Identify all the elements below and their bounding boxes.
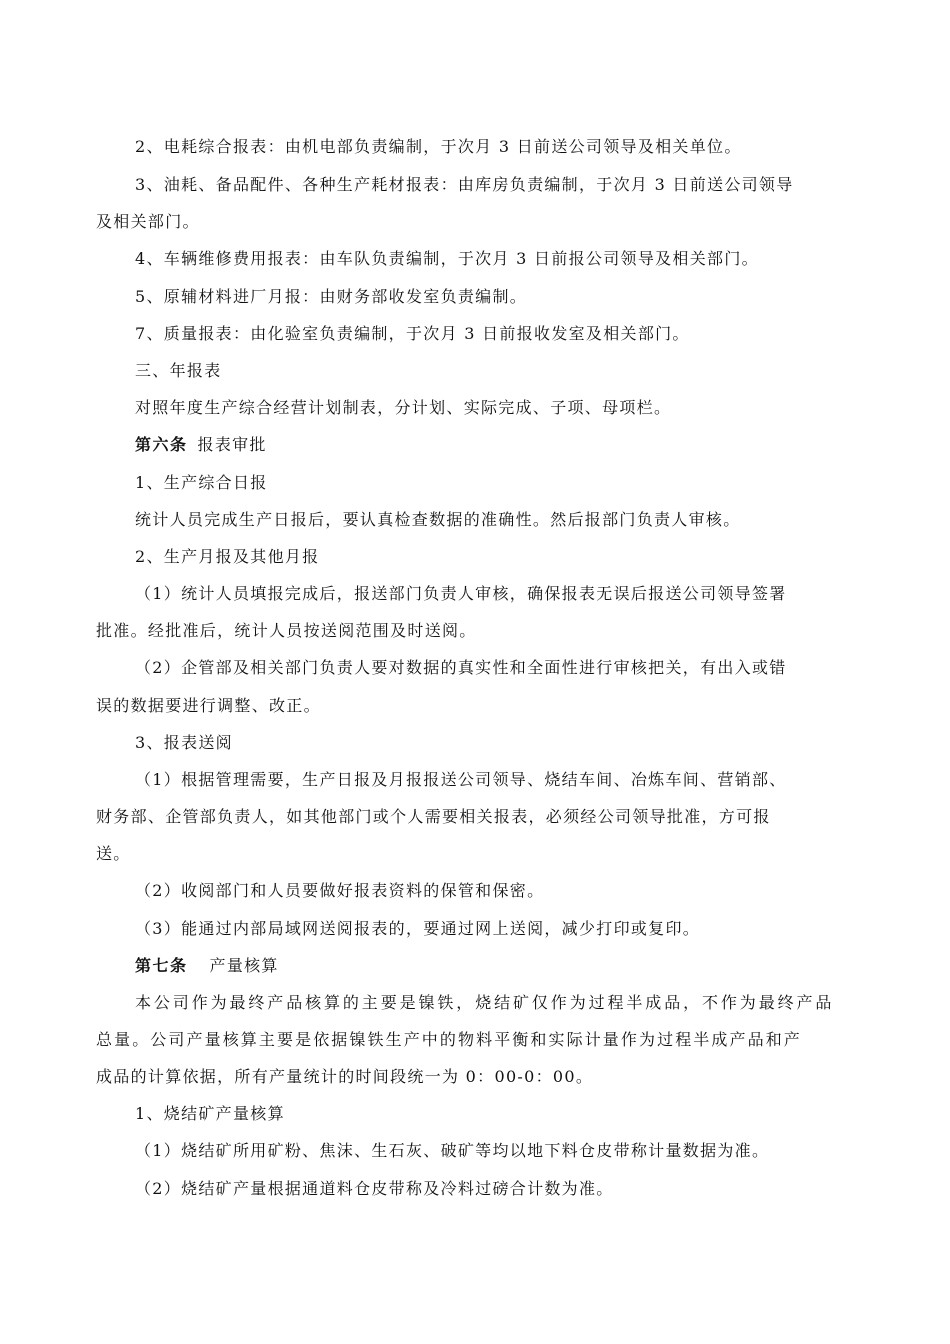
- article-6-heading: [135, 435, 267, 455]
- paragraph-line: 5、原辅材料进厂月报：由财务部收发室负责编制。: [135, 287, 528, 306]
- paragraph-line: 总量。公司产量核算主要是依据镍铁生产中的物料平衡和实际计量作为过程半成产品和产: [96, 1030, 802, 1049]
- paragraph-line: （2）收阅部门和人员要做好报表资料的保管和保密。: [135, 881, 545, 900]
- paragraph-line: （2）企管部及相关部门负责人要对数据的真实性和全面性进行审核把关，有出入或错: [135, 658, 787, 677]
- paragraph-line: 4、车辆维修费用报表：由车队负责编制，于次月 3 日前报公司领导及相关部门。: [135, 249, 759, 268]
- paragraph-line: 成品的计算依据，所有产量统计的时间段统一为 0：00-0：00。: [96, 1067, 594, 1086]
- paragraph-line: 1、生产综合日报: [135, 473, 268, 492]
- paragraph-line: （1）根据管理需要，生产日报及月报报送公司领导、烧结车间、冶炼车间、营销部、: [135, 770, 787, 789]
- paragraph-line: （1）烧结矿所用矿粉、焦沫、生石灰、破矿等均以地下料仓皮带称计量数据为准。: [135, 1141, 770, 1160]
- paragraph-line: 2、电耗综合报表：由机电部负责编制，于次月 3 日前送公司领导及相关单位。: [135, 137, 742, 156]
- paragraph-line: 3、油耗、备品配件、各种生产耗材报表：由库房负责编制，于次月 3 日前送公司领导: [135, 175, 794, 194]
- paragraph-line: 批准。经批准后，统计人员按送阅范围及时送阅。: [96, 621, 477, 640]
- article-7-heading: [135, 956, 279, 976]
- section-heading: 三、年报表: [135, 361, 222, 380]
- paragraph-line: 误的数据要进行调整、改正。: [96, 696, 321, 715]
- article-6-title: 报表审批: [197, 435, 267, 454]
- paragraph-line: 本公司作为最终产品核算的主要是镍铁，烧结矿仅作为过程半成品，不作为最终产品: [135, 993, 835, 1012]
- paragraph-line: 2、生产月报及其他月报: [135, 547, 320, 566]
- article-7-title: 产量核算: [209, 956, 279, 975]
- paragraph-line: 1、烧结矿产量核算: [135, 1104, 285, 1123]
- paragraph-line: 7、质量报表：由化验室负责编制，于次月 3 日前报收发室及相关部门。: [135, 324, 690, 343]
- article-6-label: 第六条: [135, 435, 188, 454]
- paragraph-line: 3、报表送阅: [135, 733, 233, 752]
- article-7-label: 第七条: [135, 956, 188, 975]
- paragraph-line: 统计人员完成生产日报后，要认真检查数据的准确性。然后报部门负责人审核。: [135, 510, 741, 529]
- paragraph-line: （2）烧结矿产量根据通道料仓皮带称及冷料过磅合计数为准。: [135, 1179, 614, 1198]
- paragraph-line: （1）统计人员填报完成后，报送部门负责人审核，确保报表无误后报送公司领导签署: [135, 584, 787, 603]
- paragraph-line: 对照年度生产综合经营计划制表，分计划、实际完成、子项、母项栏。: [135, 398, 672, 417]
- paragraph-line: 送。: [96, 844, 131, 863]
- paragraph-line: （3）能通过内部局域网送阅报表的，要通过网上送阅，减少打印或复印。: [135, 919, 701, 938]
- paragraph-line: 财务部、企管部负责人，如其他部门或个人需要相关报表，必须经公司领导批准，方可报: [96, 807, 771, 826]
- paragraph-line: 及相关部门。: [96, 212, 200, 231]
